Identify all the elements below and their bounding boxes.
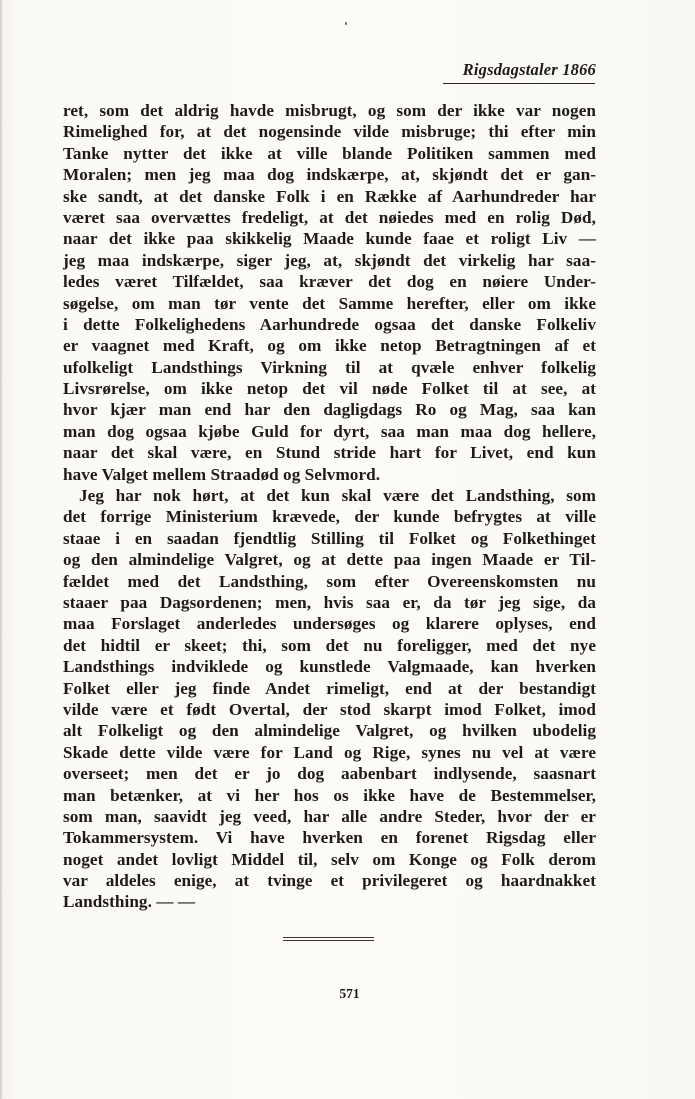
text-line: Moralen; men jeg maa dog indskærpe, at, skjøndt det er gan- [63, 165, 596, 185]
section-separator-rule [283, 937, 374, 943]
text-line: noget andet lovligt Middel til, selv om Konge og Folk derom [63, 849, 596, 869]
paper-speck [345, 22, 347, 25]
text-line: været saa overvættes fredeligt, at det nøiedes med en rolig Død, [63, 207, 596, 227]
text-line: Skade dette vilde være for Land og Rige, synes nu vel at være [63, 742, 596, 762]
text-line: det forrige Ministerium krævede, der kunde befrygtes at ville [63, 507, 596, 527]
text-line: er vaagnet med Kraft, og om ikke netop Betragtningen af et [63, 336, 596, 356]
text-line: naar det ikke paa skikkelig Maade kunde faae et roligt Liv — [63, 229, 596, 249]
text-line: ske sandt, at det danske Folk i en Række af Aarhundreder har [63, 186, 596, 206]
text-line: alt Folkeligt og den almindelige Valgret, og hvilken ubodelig [63, 721, 596, 741]
text-line: ret, som det aldrig havde misbrugt, og som der ikke var nogen [63, 101, 596, 120]
text-line: Tokammersystem. Vi have hverken en forenet Rigsdag eller [63, 828, 596, 848]
text-line: Folket eller jeg finde Andet rimeligt, end at der bestandigt [63, 678, 596, 698]
running-head-rule [443, 83, 595, 84]
text-line: søgelse, om man tør vente det Samme herefter, eller om ikke [63, 293, 596, 313]
text-line: vilde være et født Overtal, der stod skarpt imod Folket, imod [63, 699, 596, 719]
text-line: have Valget mellem Straadød og Selvmord. [63, 464, 381, 484]
text-line: Landsthings indviklede og kunstlede Valgmaade, kan hverken [63, 657, 596, 677]
text-line: maa Forslaget anderledes undersøges og klarere oplyses, end [63, 614, 596, 634]
text-line: jeg maa indskærpe, siger jeg, at, skjøndt det virkelig har saa- [63, 250, 596, 270]
text-line: fældet med det Landsthing, som efter Overeenskomsten nu [63, 571, 596, 591]
text-line: Landsthing. — — [63, 892, 196, 912]
text-line: i dette Folkelighedens Aarhundrede ogsaa det danske Folkeliv [63, 314, 596, 334]
text-line: som man, saavidt jeg veed, har alle andre Steder, hvor der er [63, 806, 596, 826]
text-line: staaer paa Dagsordenen; men, hvis saa er, da tør jeg sige, da [63, 592, 596, 612]
page-number: 571 [339, 986, 360, 1001]
text-line: staae i en saadan fjendtlig Stilling til Folket og Folkethinget [63, 528, 596, 548]
text-line: Tanke nytter det ikke at ville blande Politiken sammen med [63, 143, 596, 163]
paragraph-2 [63, 485, 596, 913]
text-line: man betænker, at vi her hos os ikke have de Bestemmelser, [63, 785, 596, 805]
text-line: Jeg har nok hørt, at det kun skal være det Landsthing, som [79, 486, 596, 506]
text-line: Rimelighed for, at det nogensinde vilde misbruge; thi efter min [63, 122, 596, 142]
text-line: overseet; men det er jo dog aabenbart indlysende, saasnart [63, 764, 596, 784]
text-line: man dog ogsaa kjøbe Guld for dyrt, saa man maa dog hellere, [63, 421, 596, 441]
text-line: var aldeles enige, at tvinge et privilegeret og haardnakket [63, 871, 596, 891]
text-line: naar det skal være, en Stund stride hart for Livet, end kun [63, 443, 596, 463]
text-line: ledes været Tilfældet, saa kræver det dog en nøiere Under- [63, 272, 596, 292]
paragraph-1 [63, 100, 596, 485]
text-line: hvor kjær man end har den dagligdags Ro og Mag, saa kan [63, 400, 596, 420]
text-line: Livsrørelse, om ikke netop det vil nøde Folket til at see, at [63, 379, 596, 399]
text-line: ufolkeligt Landsthings Virkning til at qvæle enhver folkelig [63, 357, 596, 377]
running-head: Rigsdagstaler 1866 [462, 60, 596, 79]
body-text [63, 100, 596, 913]
text-line: og den almindelige Valgret, og at dette paa ingen Maade er Til- [63, 550, 596, 570]
text-line: det hidtil er skeet; thi, som det nu foreligger, med det nye [63, 635, 596, 655]
